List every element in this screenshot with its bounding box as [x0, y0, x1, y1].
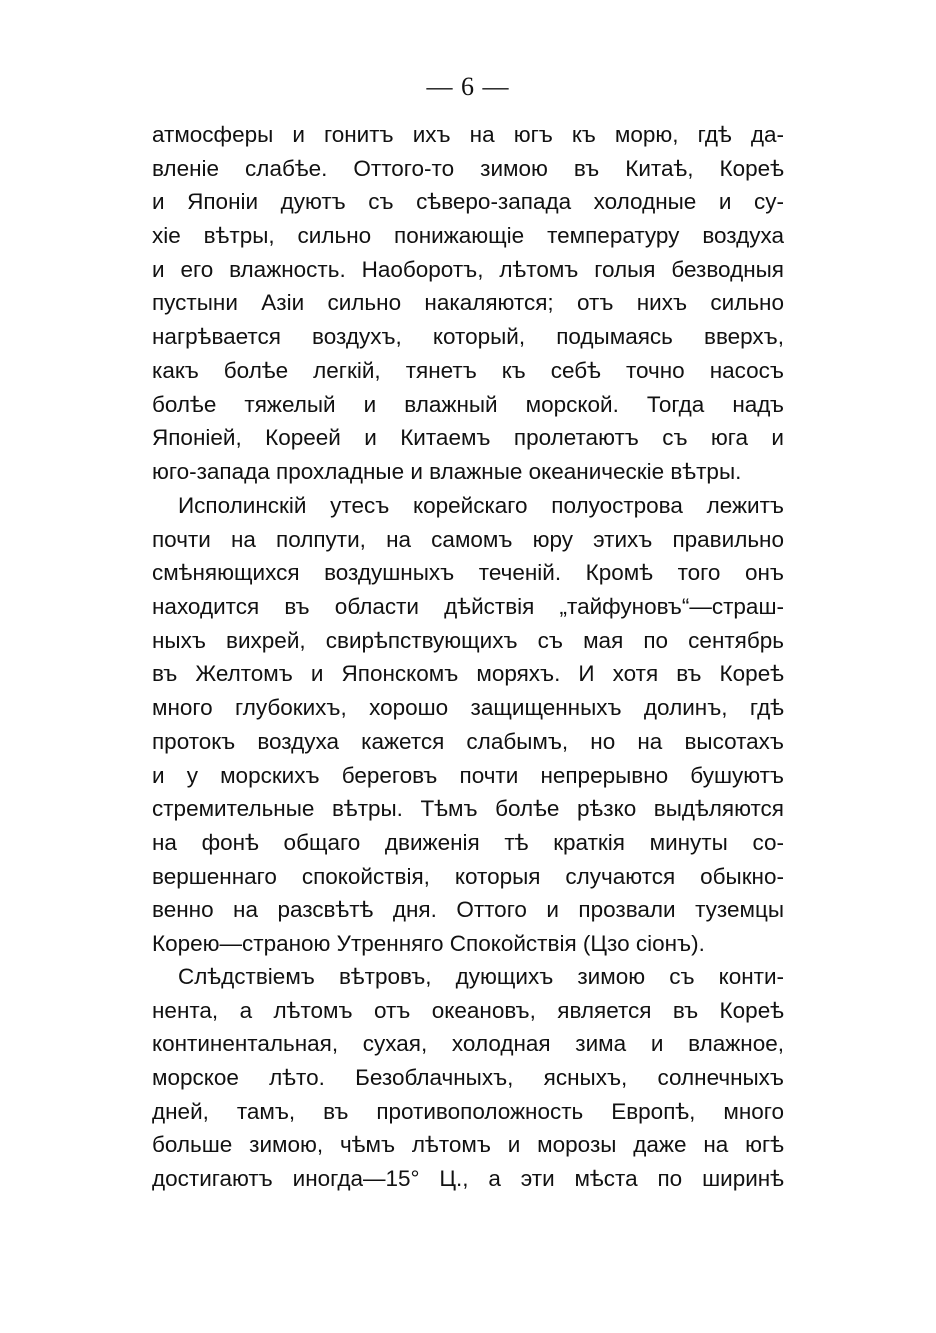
text-line: пустыни Азіи сильно накаляются; отъ нихъ сильно	[152, 290, 784, 316]
text-line: юго-запада прохладные и влажные океаническіе вѣтры.	[152, 458, 742, 484]
text-line: Японіей, Кореей и Китаемъ пролетаютъ съ юга и	[152, 425, 784, 451]
text-line: морское лѣто. Безоблачныхъ, ясныхъ, солнечныхъ	[152, 1065, 784, 1091]
text-line: Слѣдствіемъ вѣтровъ, дующихъ зимою съ конти-	[178, 964, 784, 989]
text-line: какъ болѣе легкій, тянетъ къ себѣ точно насосъ	[152, 357, 784, 383]
text-line: смѣняющихся воздушныхъ теченій. Кромѣ того онъ	[152, 560, 784, 586]
text-line: и его влажность. Наоборотъ, лѣтомъ голыя безводныя	[152, 256, 784, 282]
text-line: много глубокихъ, хорошо защищенныхъ долинъ, гдѣ	[152, 695, 784, 721]
text-line: протокъ воздуха кажется слабымъ, но на высотахъ	[152, 728, 784, 754]
text-line: нента, а лѣтомъ отъ океановъ, является въ Кореѣ	[152, 997, 784, 1023]
text-line: Корею—страною Утренняго Спокойствія (Цзо сіонъ).	[152, 930, 705, 956]
text-line: континентальная, сухая, холодная зима и влажное,	[152, 1031, 784, 1057]
text-line: стремительные вѣтры. Тѣмъ болѣе рѣзко выдѣляются	[152, 796, 784, 822]
text-line: атмосферы и гонитъ ихъ на югъ къ морю, гдѣ да-	[152, 122, 784, 147]
text-line: нагрѣвается воздухъ, который, подымаясь вверхъ,	[152, 324, 784, 350]
text-line: венно на разсвѣтѣ дня. Оттого и прозвали туземцы	[152, 897, 784, 923]
text-line: и у морскихъ береговъ почти непрерывно бушуютъ	[152, 762, 784, 788]
text-line: вершеннаго спокойствія, которыя случаются обыкно-	[152, 863, 784, 889]
text-line: болѣе тяжелый и влажный морской. Тогда надъ	[152, 391, 784, 417]
page-number: — 6 —	[426, 72, 510, 101]
paragraph-1	[152, 118, 784, 489]
text-line: вленіе слабѣе. Оттого-то зимою въ Китаѣ, Кореѣ	[152, 155, 784, 181]
text-line: достигаютъ иногда—15° Ц., а эти мѣста по ширинѣ	[152, 1166, 784, 1192]
text-line: и Японіи дуютъ съ сѣверо-запада холодные и су-	[152, 189, 784, 215]
text-line: почти на полпути, на самомъ юру этихъ правильно	[152, 526, 784, 552]
text-line: находится въ области дѣйствія „тайфуновъ“—страш-	[152, 594, 784, 620]
text-line: въ Желтомъ и Японскомъ моряхъ. И хотя въ Кореѣ	[152, 661, 784, 687]
paragraph-3	[152, 960, 784, 1196]
text-line: на фонѣ общаго движенія тѣ краткія минуты со-	[152, 829, 784, 855]
text-line: Исполинскій утесъ корейскаго полуострова лежитъ	[178, 493, 784, 518]
paragraph-2	[152, 489, 784, 961]
text-line: дней, тамъ, въ противоположность Европѣ, много	[152, 1098, 784, 1124]
text-line: хіе вѣтры, сильно понижающіе температуру воздуха	[152, 223, 784, 249]
text-line: больше зимою, чѣмъ лѣтомъ и морозы даже на югѣ	[152, 1132, 784, 1158]
text-line: ныхъ вихрей, свирѣпствующихъ съ мая по сентябрь	[152, 627, 784, 653]
